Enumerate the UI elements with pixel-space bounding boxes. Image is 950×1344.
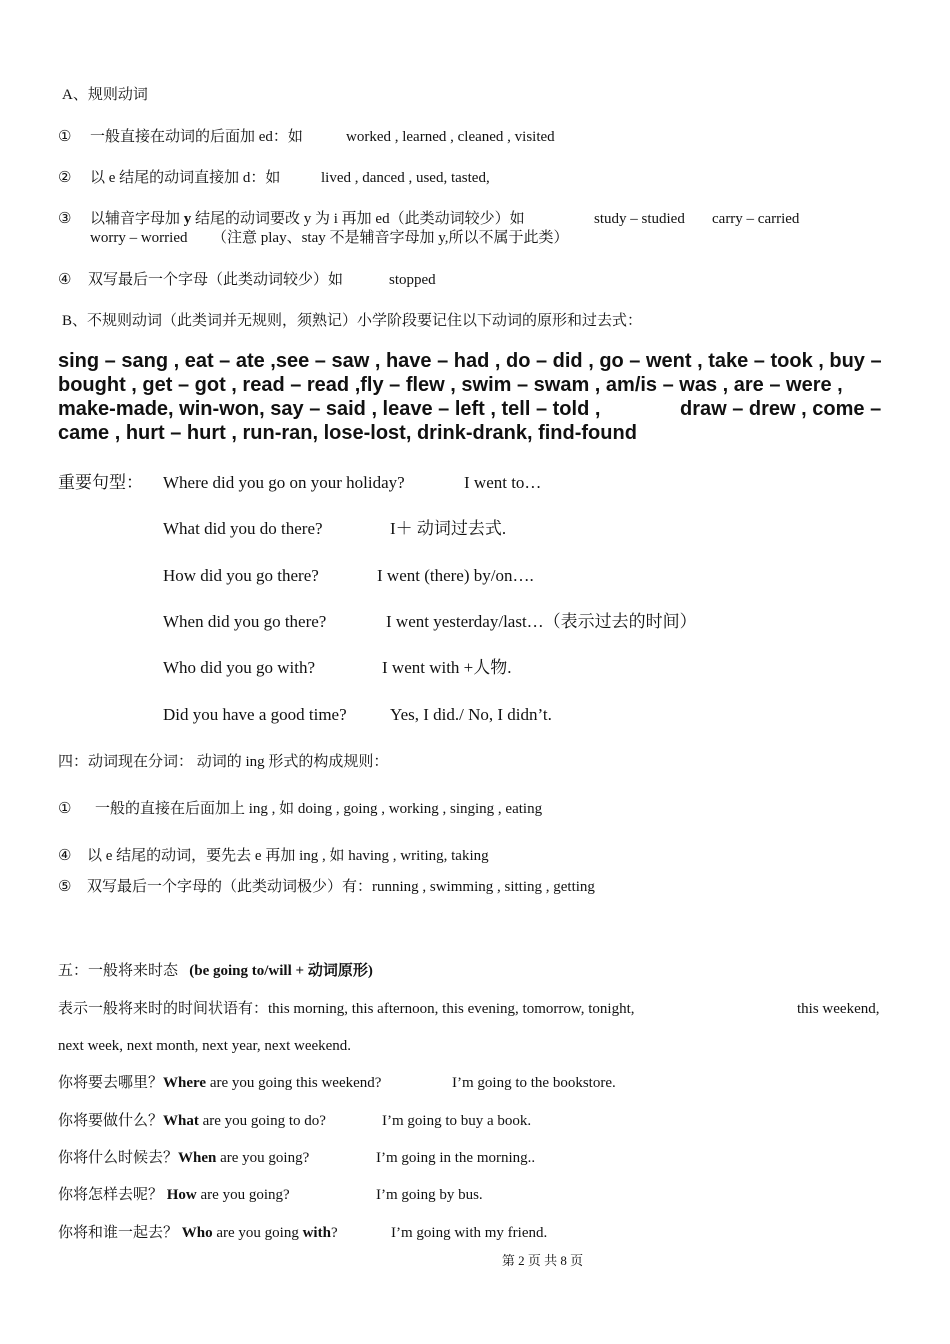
- rule-example: carry – carried: [712, 211, 800, 227]
- rule-marker: ④: [58, 848, 72, 864]
- rule-marker: ②: [58, 170, 72, 186]
- rule-text: 以 e 结尾的动词，要先去 e 再加 ing , 如 having , writing, taking: [87, 848, 489, 864]
- pattern-answer: I went with +人物.: [382, 658, 512, 677]
- pattern-question: Did you have a good time?: [163, 705, 347, 724]
- time-expressions: 表示一般将来时的时间状语有：this morning, this afternoon, this evening, tomorrow, tonight,: [58, 1001, 635, 1017]
- rule-marker: ⑤: [58, 879, 72, 895]
- rule-text: 一般的直接在后面加上 ing , 如 doing , going , working , singing , eating: [95, 801, 543, 817]
- dialog-question: 你将怎样去呢？ How are you going?: [58, 1187, 290, 1203]
- dialog-question: 你将要去哪里？Where are you going this weekend?: [58, 1075, 382, 1091]
- rule-text: 以 e 结尾的动词直接加 d：如: [90, 170, 281, 186]
- pattern-answer: Yes, I did./ No, I didn’t.: [390, 705, 552, 724]
- time-expressions-line2: next week, next month, next year, next weekend.: [58, 1038, 352, 1054]
- rule-text: 双写最后一个字母的（此类动词极少）有：running , swimming , sitting , getting: [87, 879, 595, 895]
- verbs-line: sing – sang , eat – ate ,see – saw , have – had , do – did , go – went , take – took , buy –: [58, 350, 882, 372]
- verbs-line: bought , get – got , read – read ,fly – flew , swim – swam , am/is – was , are – were ,: [58, 374, 843, 396]
- pattern-question: How did you go there?: [163, 566, 319, 585]
- dialog-answer: I’m going in the morning..: [376, 1150, 536, 1166]
- dialog-question: 你将什么时候去？When are you going?: [58, 1150, 310, 1166]
- rule-example: worry – worried: [90, 230, 188, 246]
- rule-example: study – studied: [594, 211, 685, 227]
- patterns-label: 重要句型：: [58, 473, 143, 492]
- time-expressions-tail: this weekend,: [797, 1001, 880, 1017]
- pattern-question: When did you go there?: [163, 612, 327, 631]
- pattern-question: What did you do there?: [163, 519, 323, 538]
- rule-marker: ④: [58, 272, 72, 288]
- rule-examples: worked , learned , cleaned , visited: [346, 129, 555, 145]
- section-b-title: B、不规则动词（此类词并无规则，须熟记）小学阶段要记住以下动词的原形和过去式：: [62, 313, 643, 329]
- verbs-line-tail: draw – drew , come –: [680, 398, 882, 420]
- dialog-question: 你将要做什么？What are you going to do?: [58, 1113, 326, 1129]
- rule-text: 一般直接在动词的后面加 ed：如: [90, 129, 303, 145]
- dialog-answer: I’m going to buy a book.: [382, 1113, 532, 1129]
- rule-marker: ③: [58, 211, 72, 227]
- rule-marker: ①: [58, 801, 72, 817]
- pattern-question: Who did you go with?: [163, 658, 316, 677]
- pattern-answer: I went to…: [464, 473, 542, 492]
- dialog-question: 你将和谁一起去？ Who are you going with?: [58, 1225, 338, 1241]
- rule-note: （注意 play、stay 不是辅音字母加 y,所以不属于此类）: [212, 230, 569, 246]
- section-5-title: 五：一般将来时态 (be going to/will + 动词原形): [58, 963, 373, 979]
- verbs-line: make-made, win-won, say – said , leave – left , tell – told ,: [58, 398, 601, 420]
- pattern-answer: I went (there) by/on….: [377, 566, 534, 585]
- dialog-answer: I’m going with my friend.: [391, 1225, 548, 1241]
- section-a-title: A、规则动词: [62, 87, 148, 103]
- pattern-answer: I＋ 动词过去式.: [390, 519, 507, 538]
- pattern-answer: I went yesterday/last…（表示过去的时间）: [386, 612, 697, 631]
- pattern-question: Where did you go on your holiday?: [163, 473, 405, 492]
- dialog-answer: I’m going by bus.: [376, 1187, 483, 1203]
- rule-text: 双写最后一个字母（此类动词较少）如: [88, 272, 344, 288]
- rule-text: 以辅音字母加 y 结尾的动词要改 y 为 i 再加 ed（此类动词较少）如: [90, 211, 525, 227]
- rule-marker: ①: [58, 129, 72, 145]
- rule-examples: stopped: [389, 272, 436, 288]
- section-4-title: 四：动词现在分词： 动词的 ing 形式的构成规则：: [58, 754, 389, 770]
- dialog-answer: I’m going to the bookstore.: [452, 1075, 616, 1091]
- page-footer: 第 2 页 共 8 页: [501, 1253, 584, 1268]
- verbs-line: came , hurt – hurt , run-ran, lose-lost, drink-drank, find-found: [58, 422, 637, 444]
- rule-examples: lived , danced , used, tasted,: [321, 170, 490, 186]
